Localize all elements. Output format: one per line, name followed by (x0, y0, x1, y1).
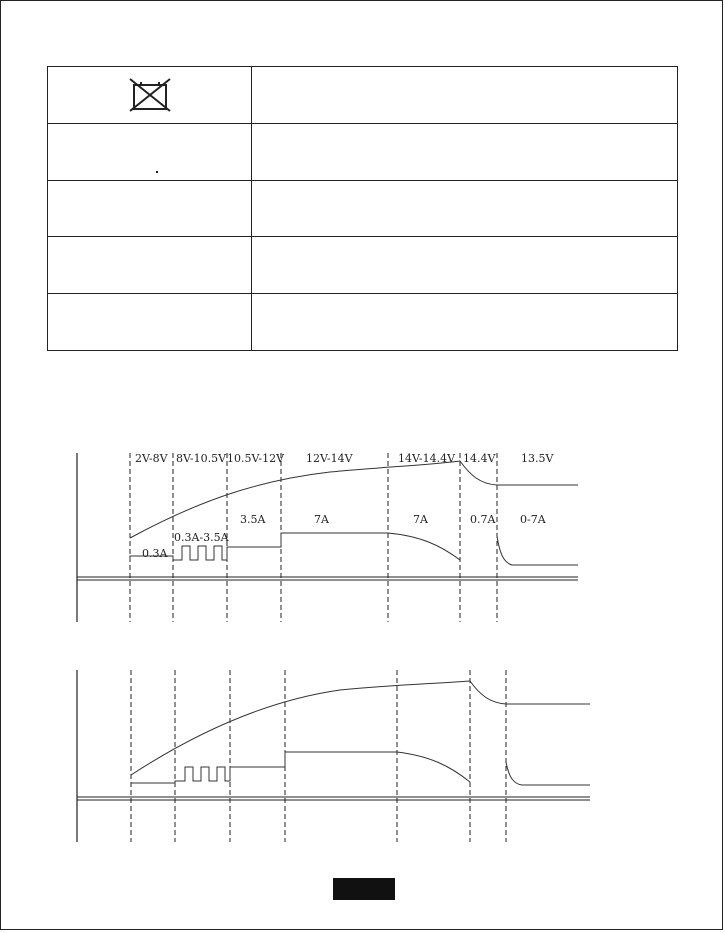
top-charging-diagram (77, 452, 578, 622)
voltage-label: 10.5V-12V (227, 452, 285, 465)
voltage-curve (130, 461, 578, 538)
current-label: 0.3A (142, 547, 168, 560)
voltage-label: 8V-10.5V (176, 452, 227, 465)
voltage-curve (131, 681, 590, 775)
voltage-label: 13.5V (521, 452, 554, 465)
current-label: 3.5A (240, 513, 266, 526)
current-curve (131, 752, 590, 785)
voltage-label: 12V-14V (306, 452, 353, 465)
bottom-charging-diagram (77, 670, 590, 842)
current-label: 0.3A-3.5A (174, 531, 229, 544)
current-label: 7A (314, 513, 329, 526)
current-label: 0.7A (470, 513, 496, 526)
current-label: 7A (413, 513, 428, 526)
voltage-label: 14V-14.4V (398, 452, 456, 465)
voltage-label: 2V-8V (135, 452, 168, 465)
voltage-label: 14.4V (463, 452, 496, 465)
current-label: 0-7A (520, 513, 546, 526)
page-number-tab (333, 878, 395, 900)
